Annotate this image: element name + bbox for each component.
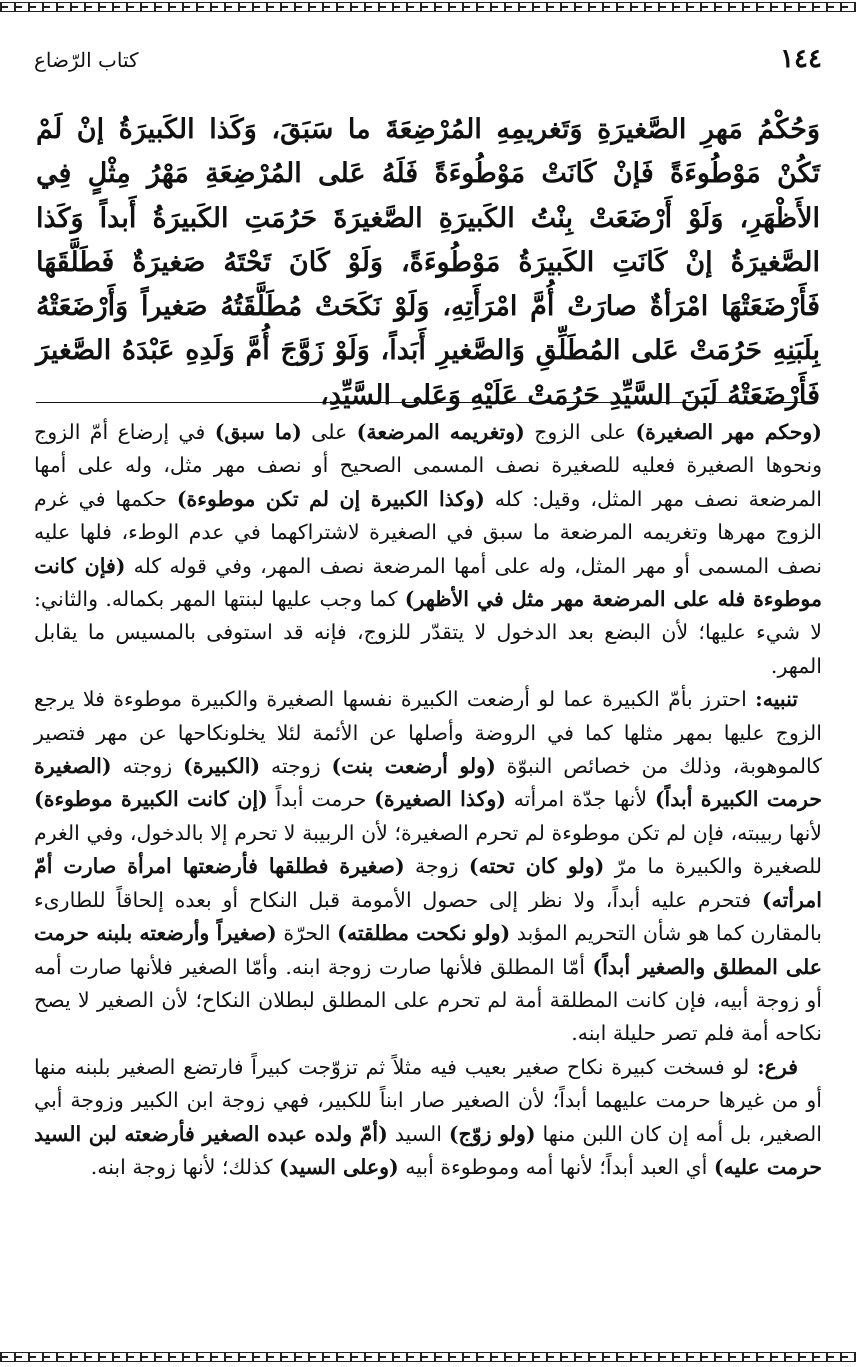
commentary-paragraph-1	[34, 416, 822, 683]
commentary-text-p1-3: على	[301, 420, 357, 444]
commentary-text-p2-19: أمّا المطلق فلأنها صارت زوجة ابنه. وأمّا الصغير فلأنها صارت أمه أو زوجة أبيه، فإن كانت المطلقة أمة لم تحرم على المطلق لبطلان النكاح؛ لأن الصغير لا يصح نكاحه أمة فلم تصر حليلة ابنه.	[34, 954, 822, 1046]
text-divider	[36, 402, 816, 403]
quoted-matn-p2-18: (صغيراً وأرضعته بلبنه حرمت على المطلق والصغير أبداً)	[34, 921, 822, 979]
quoted-matn-p3-6: (وعلى السيد)	[279, 1154, 399, 1179]
quoted-matn-p2-8: (وكذا الصغيرة)	[374, 787, 506, 812]
commentary-text-p2-15: فتحرم عليه أبداً، ولا نظر إلى حصول الأمومة قبل النكاح أو بعده إلحاقاً للطارىء بالمقارن كما هو شأن التحريم المؤبد	[34, 887, 822, 946]
bottom-ornamental-border	[0, 1352, 856, 1362]
commentary-paragraph-2	[34, 683, 822, 1050]
quoted-matn-p2-10: (إن كانت الكبيرة موطوءة)	[34, 787, 268, 812]
commentary-text-p3-1: لو فسخت كبيرة نكاح صغير بعيب فيه مثلاً ثم تزوّجت كبيراً فارتضع الصغير بلبنه منها أو من غيرها حرمت عليهما أبداً؛ لأن الصغير صار ابناً للكبير، فهي زوجة ابن الكبير وزوجة أبي الصغير، بل أمه إن كان اللبن منها	[34, 1054, 822, 1146]
quoted-matn-p2-0: تنبيه:	[755, 687, 798, 712]
commentary-text-p2-3: زوجته	[260, 754, 332, 779]
quoted-matn-p2-16: (ولو نكحت مطلقته)	[337, 921, 511, 946]
main-text: وَحُكْمُ مَهرِ الصَّغيرَةِ وَتَغريمِهِ المُرْضِعَةَ ما سَبَقَ، وَكَذا الكَبيرَةُ إنْ لَمْ تَكُنْ مَوْطُوءَةً فَإنْ كَانَتْ مَوْطُوءَةً فَلَهُ عَلى المُرْضِعَةِ مَهْرُ مِثْلٍ فِي الأَظْهَرِ، وَلَوْ أَرْضَعَتْ بِنْتُ الكَبيرَةِ الصَّغيرَةَ حَرُمَتِ الكَبيرَةُ أَبداً وَكَذا الصَّغيرَةُ إنْ كَانَتِ الكَبيرَةُ مَوْطُوءَةً، وَلَوْ كَانَ تَحْتَهُ صَغيرَةٌ فَطَلَّقَهَا فَأَرْضَعَتْهَا امْرَأةٌ صارَتْ أُمَّ امْرَأَتِهِ، وَلَوْ نَكَحَتْ مُطَلَّقَتُهُ صَغيراً وَأَرْضَعَتْهُ بِلَبَنِهِ حَرُمَتْ عَلى المُطَلِّقِ وَالصَّغيرِ أَبَداً، وَلَوْ زَوَّجَ أُمَّ وَلَدِهِ عَبْدَهُ الصَّغيرَ فَأَرْضَعَتْهُ لَبَنَ السَّيِّدِ حَرُمَتْ عَلَيْهِ وَعَلى السَّيِّدِ،	[36, 114, 820, 411]
commentary-text-p2-17: الحرّة	[276, 921, 338, 946]
commentary-text-p3-7: كذلك؛ لأنها زوجة ابنه.	[90, 1154, 280, 1179]
quoted-matn-p1-6: (وكذا الكبيرة إن لم تكن موطوءة)	[176, 486, 485, 511]
quoted-matn-p3-2: (ولو زوّج)	[448, 1121, 536, 1146]
commentary-text-p3-5: أي العبد أبداً؛ لأنها أمه وموطوءة أبيه	[398, 1154, 714, 1179]
top-ornamental-border	[0, 2, 856, 12]
quoted-matn-p2-6: (الصغيرة حرمت الكبيرة أبداً)	[34, 754, 823, 812]
quoted-matn-p2-12: (ولو كان تحته)	[468, 854, 605, 879]
commentary	[34, 416, 822, 1184]
quoted-matn-p1-2: (وتغريمه المرضعة)	[356, 420, 525, 444]
commentary-text-p2-11: لأنها ربيبته، فإن لم تكن موطوءة لم تحرم الصغيرة؛ لأن الربيبة لا تحرم إلا بالدخول، وفي الغرم للصغيرة والكبيرة ما مرّ	[34, 820, 822, 879]
commentary-text-p1-5: في إرضاع أمّ الزوج ونحوها الصغيرة فعليه للصغيرة نصف المسمى الصحيح أو نصف مهر مثل، وله على أمها المرضعة نصف مهر المثل، وقيل: كله	[34, 420, 823, 511]
book-title: كتاب الرّضاع	[34, 48, 139, 72]
quoted-matn-p2-14: (صغيرة فطلقها فأرضعتها امرأة صارت أمّ امرأته)	[34, 854, 822, 912]
quoted-matn-p2-4: (الكبيرة)	[183, 754, 261, 779]
commentary-text-p2-13: زوجة	[404, 854, 469, 879]
page-header	[34, 40, 822, 80]
quoted-matn-p2-2: (ولو أرضعت بنت)	[331, 754, 496, 779]
page-number: ١٤٤	[780, 44, 822, 74]
commentary-paragraph-3	[34, 1051, 822, 1185]
commentary-text-p2-7: لأنها جدّة امرأته	[505, 787, 655, 812]
quoted-matn-p1-8: (فإن كانت موطوءة فله على المرضعة مهر مثل في الأظهر)	[34, 553, 822, 612]
commentary-text-p2-5: زوجته	[111, 754, 183, 779]
quoted-matn-p1-4: (ما سبق)	[214, 420, 302, 444]
commentary-text-p2-9: حرمت أبداً	[267, 787, 375, 812]
quoted-matn-p3-0: فرع:	[757, 1054, 798, 1079]
quoted-matn-p3-4: (أمّ ولده عبده الصغير فأرضعته لبن السيد حرمت عليه)	[34, 1121, 822, 1179]
commentary-text-p1-7: حكمها في غرم الزوج مهرها وتغريمه المرضعة ما سبق في الصغيرة لاشتراكهما في عدم الوطء، فلها عليه نصف المسمى أو مهر المثل، وله على أمها المرضعة نصف المهر، وفي قوله كله	[34, 486, 822, 578]
quoted-matn-p1-0: (وحكم مهر الصغيرة)	[635, 420, 823, 444]
commentary-text-p2-1: احترز بأمّ الكبيرة عما لو أرضعت الكبيرة نفسها الصغيرة والكبيرة موطوءة فلا يرجع الزوج عليها بمهر مثلها كما في الروضة وأصلها عن الأئمة لئلا يخلونكاحها عن مهر فتصير كالموهوبة، وذلك من خصائص النبوّة	[34, 687, 822, 779]
commentary-text-p3-3: السيد	[387, 1121, 449, 1146]
commentary-text-p1-1: على الزوج	[524, 420, 636, 444]
commentary-text-p1-9: كما وجب عليها لبنتها المهر بكماله. والثاني: لا شيء عليها؛ لأن البضع بعد الدخول لا يتقدّر للزوج، فإنه قد استوفى بالمسيس ما يقابل المهر.	[34, 587, 822, 678]
